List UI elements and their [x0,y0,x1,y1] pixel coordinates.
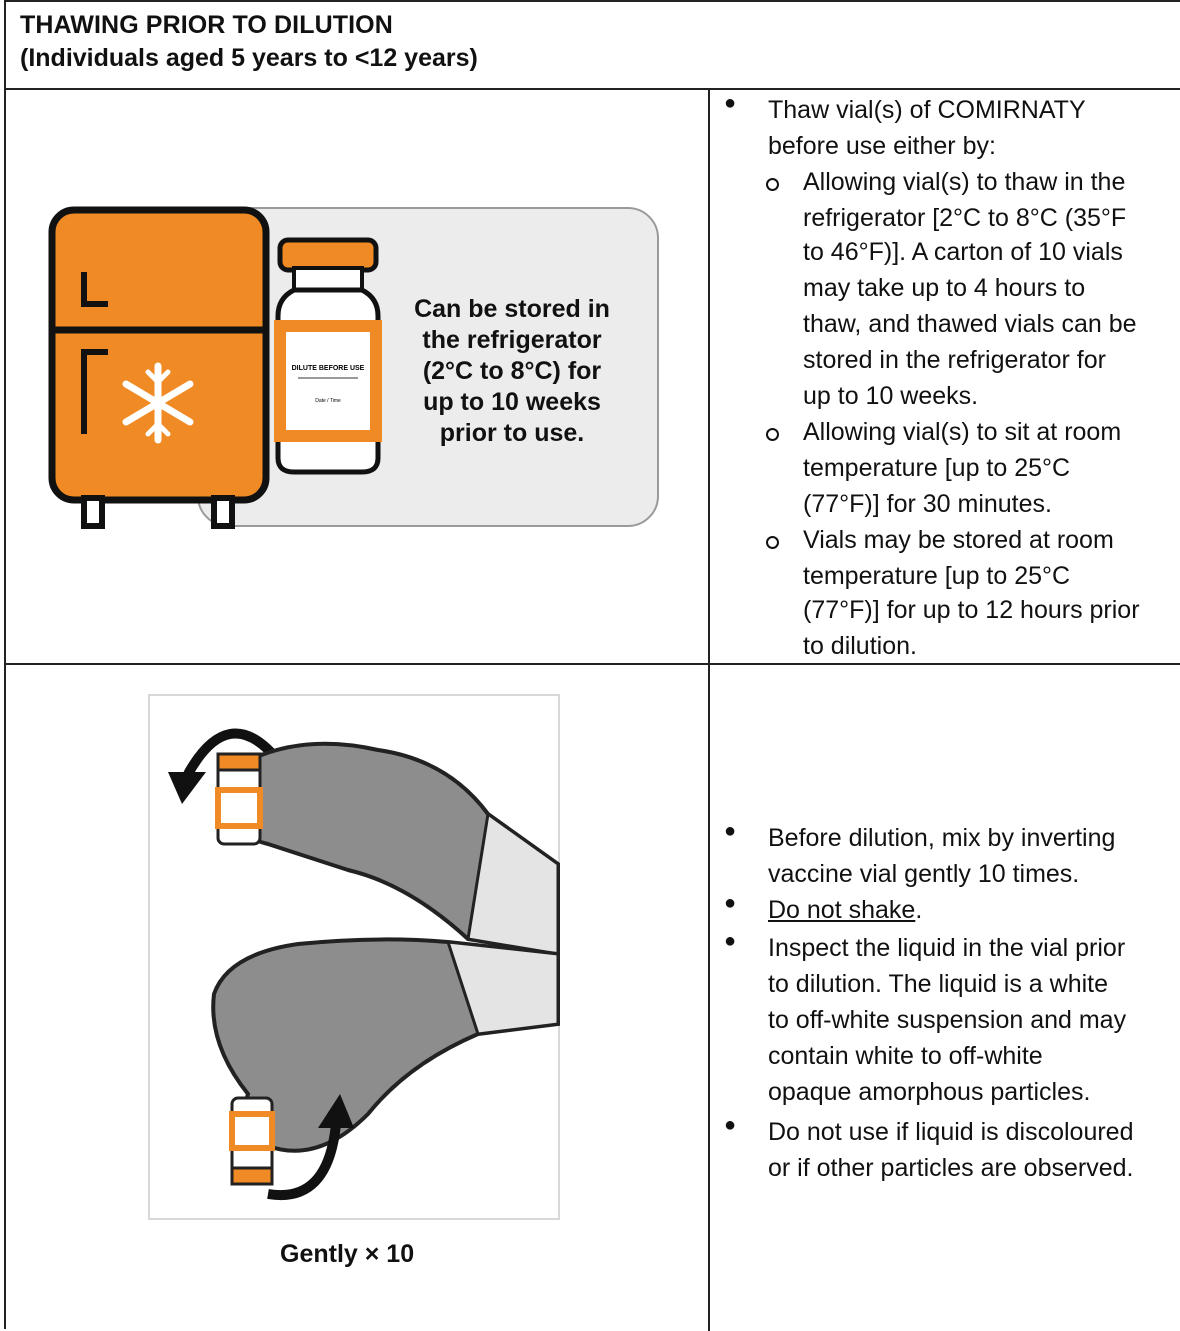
instruction-line: Before dilution, mix by inverting [768,824,1116,852]
bullet-dot: ● [724,1114,737,1136]
section-subtitle: (Individuals aged 5 years to <12 years) [20,44,478,72]
bullet-dot: ● [724,930,737,952]
sub-item-line: refrigerator [2°C to 8°C (35°F [803,204,1127,232]
sub-item-line: may take up to 4 hours to [803,274,1086,302]
bullet-dot: ● [724,92,737,114]
inverting-vial-illustration [148,694,560,1220]
sub-item-line: (77°F)] for up to 12 hours prior [803,596,1140,624]
sub-item-line: (77°F)] for 30 minutes. [803,490,1052,518]
storage-label-line: Can be stored in [414,295,610,323]
instruction-line [768,892,922,928]
sub-item-line: temperature [up to 25°C [803,454,1071,482]
instruction-line: Inspect the liquid in the vial prior [768,934,1126,962]
section-title: THAWING PRIOR TO DILUTION [20,11,393,39]
table-header [6,2,1180,90]
sub-bullet-circle [766,428,779,441]
instruction-line: vaccine vial gently 10 times. [768,860,1080,888]
bullet-dot: ● [724,892,737,914]
sub-item-line: stored in the refrigerator for [803,346,1106,374]
sub-item-line: Allowing vial(s) to thaw in the [803,168,1126,196]
sub-item-line: to 46°F)]. A carton of 10 vials [803,238,1123,266]
storage-label [392,294,632,449]
bullet-dot: ● [724,820,737,842]
instruction-line: to off-white suspension and may [768,1006,1127,1034]
row-divider [6,663,1180,665]
sub-bullet-circle [766,536,779,549]
instruction-line: or if other particles are observed. [768,1154,1134,1182]
column-divider [708,90,710,1331]
storage-label-line: the refrigerator [422,326,602,354]
punctuation: . [915,896,923,924]
vial-label-text: DILUTE BEFORE USE [291,365,365,372]
sub-bullet-circle [766,178,779,191]
sub-item-line: Allowing vial(s) to sit at room [803,418,1122,446]
storage-label-line: up to 10 weeks [423,388,601,416]
emphasis-text: Do not shake [768,896,916,924]
sub-item-line: Vials may be stored at room [803,526,1114,554]
storage-label-line: (2°C to 8°C) for [422,357,602,385]
instruction-line: contain white to off-white [768,1042,1043,1070]
sub-item-line: up to 10 weeks. [803,382,979,410]
sub-item-line: thaw, and thawed vials can be [803,310,1137,338]
figure-caption: Gently × 10 [280,1240,415,1268]
vial-date-text: Date / Time [315,398,341,404]
instruction-line: before use either by: [768,132,996,160]
sub-item-line: to dilution. [803,632,917,660]
instruction-line: to dilution. The liquid is a white [768,970,1109,998]
instruction-line: opaque amorphous particles. [768,1078,1091,1106]
instruction-line: Thaw vial(s) of COMIRNATY [768,96,1086,124]
storage-label-line: prior to use. [439,419,585,447]
sub-item-line: temperature [up to 25°C [803,562,1071,590]
instruction-line: Do not use if liquid is discoloured [768,1118,1134,1146]
hands-vial-graphic [148,694,560,1220]
